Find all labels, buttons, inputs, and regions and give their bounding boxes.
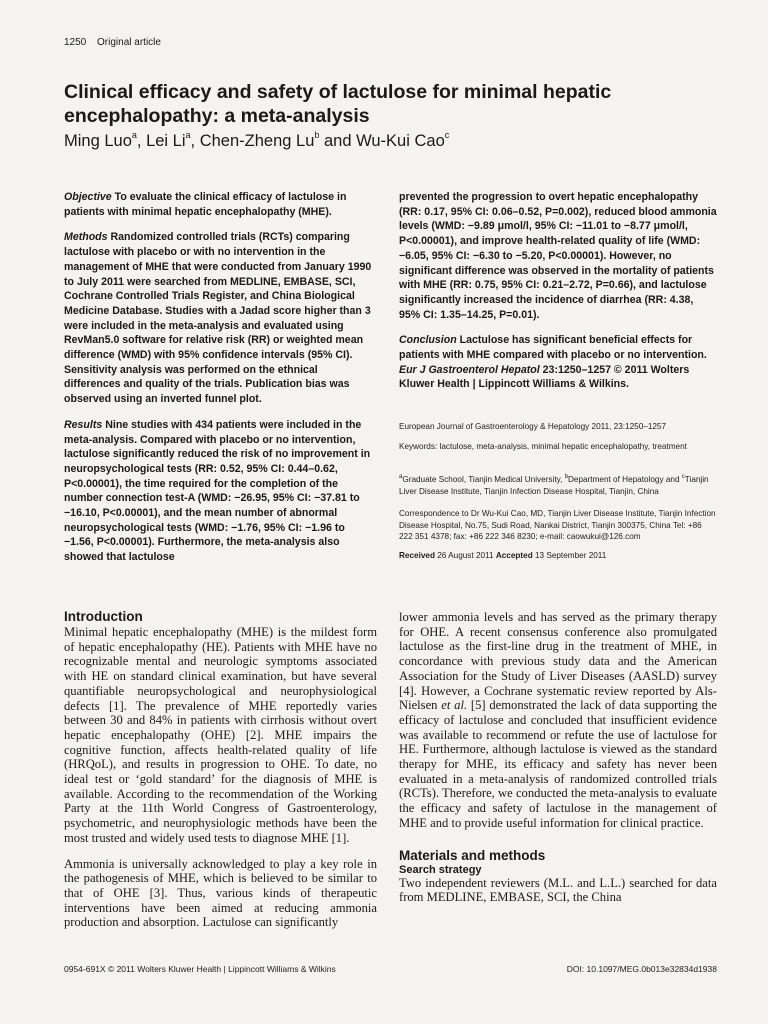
body-left-column xyxy=(64,609,377,930)
author-affiliation-mark: a xyxy=(185,130,191,140)
abstract-label: Conclusion xyxy=(399,334,457,347)
abstract-objective xyxy=(64,190,376,219)
abstract-results-continued: prevented the progression to overt hepatic encephalopathy (RR: 0.17, 95% CI: 0.06–0.52, P=0.002), reduced blood ammonia levels (WMD: −9.89 μmol/l, 95% CI: −11.01 to −8.77 μmol/l, P<0.00001), and improve health-related quality of life (WMD: −6.05, 95% CI: −6.30 to −5.20, P<0.00001). However, no significant difference was observed in the mortality of patients with MHE (RR: 0.75, 95% CI: 0.21–2.72, P=0.66), and lactulose significantly increased the incidence of diarrhea (RR: 4.38, 95% CI: 1.35–14.25, P=0.01). xyxy=(399,191,717,321)
abstract-text: Lactulose has significant beneficial effects for patients with MHE compared with placebo or no intervention. xyxy=(399,334,707,362)
affiliation-mark: b xyxy=(564,474,568,480)
section-heading: Introduction xyxy=(64,609,143,624)
affiliation-mark: a xyxy=(399,474,403,480)
body-text-italic: et al. xyxy=(441,698,468,713)
abstract-left-column xyxy=(64,190,376,576)
affiliation-text: Department of Hepatology and xyxy=(568,475,680,484)
running-header xyxy=(64,37,161,48)
abstract-text: To evaluate the clinical efficacy of lactulose in patients with minimal hepatic encephalopathy (MHE). xyxy=(64,191,347,218)
abstract-label: Methods xyxy=(64,231,108,244)
received-date: 26 August 2011 xyxy=(437,551,494,560)
journal-line: European Journal of Gastroenterology & Hepatology 2011, 23:1250–1257 xyxy=(399,422,667,431)
footer-copyright: 0954-691X © 2011 Wolters Kluwer Health | Lippincott Williams & Wilkins xyxy=(64,964,336,974)
author-name: Ming Luo xyxy=(64,132,132,150)
author-list: Ming Luo$^a$, Lei Li$^a$, Chen-Zheng Lu$^b$ and Wu-Kui Cao$^c$ xyxy=(64,130,450,150)
abstract-text: Randomized controlled trials (RCTs) comparing lactulose with placebo or with no intervention in the management of MHE that were conducted from January 1990 to July 2011 were searched from MEDLINE, EMBASE, SCI, Cochrane Controlled Trials Register, and China Biological Medicine Database. Studies with a Jadad score higher than 3 were included in the meta-analysis and evaluated using RevMan5.0 software for relative risk (RR) or weighted mean difference (WMD) with 95% confidence intervals (95% CI). Sensitivity analysis was performed on the ethnical differences and quality of the trials. Publication bias was observed using an inverted funnel plot. xyxy=(64,231,372,406)
page-number: 1250 xyxy=(64,37,87,48)
received-label: Received xyxy=(399,551,435,560)
citation-details: 23:1250–1257 © 2011 Wolters Kluwer Health | Lippincott Williams & Wilkins. xyxy=(399,363,690,391)
author-name: Lei Li xyxy=(146,132,186,150)
abstract-text: Nine studies with 434 patients were included in the meta-analysis. Compared with placebo or no intervention, lactulose significantly reduced the risk of no improvement in neuropsychological tests (RR: 0.52, 95% CI: 0.44–0.62, P<0.00001), the time required for the completion of the number connection test-A (WMD: −26.95, 95% CI: −37.81 to −16.10, P<0.00001), and the mean number of abnormal neuropsychological tests (WMD: −1.76, 95% CI: −1.96 to −1.56, P<0.00001). Furthermore, the meta-analysis also showed that lactulose xyxy=(64,418,371,564)
correspondence: Correspondence to Dr Wu-Kui Cao, MD, Tianjin Liver Disease Institute, Tianjin Infection Disease Hospital, No.75, Sudi Road, Nankai District, Tianjin 300375, China Tel: +86 222 351 4378; fax: +86 222 346 8230; e-mail: caowukui@126.com xyxy=(399,509,716,541)
abstract-label: Objective xyxy=(64,191,112,203)
abstract-label: Results xyxy=(64,418,103,431)
accepted-label: Accepted xyxy=(495,551,533,560)
author-affiliation-mark: a xyxy=(131,130,137,140)
body-text-span: [5] demonstrated the lack of data supporting the efficacy of lactulose and concluded that insufficient evidence was available to recommend or refute the use of lactulose for HE. Furthermore, although lactulose is viewed as the standard therapy for MHE, its efficacy and safety has never been evaluated in a meta-analysis of randomized controlled trials (RCTs). Therefore, we conducted the meta-analysis to evaluate the efficacy and safety of lactulose in the management of MHE and to provide useful information for clinical practice. xyxy=(399,698,718,830)
footer-doi: DOI: 10.1097/MEG.0b013e32834d1938 xyxy=(566,964,717,974)
author-name: Chen-Zheng Lu xyxy=(199,132,315,150)
article-title: Clinical efficacy and safety of lactulose for minimal hepatic encephalopathy: a meta-analysis xyxy=(64,81,612,127)
abstract-results xyxy=(64,418,376,565)
affiliation-text: Graduate School, Tianjin Medical University, xyxy=(402,475,563,484)
body-paragraph: Two independent reviewers (M.L. and L.L.) searched for data from MEDLINE, EMBASE, SCI, the China xyxy=(399,875,717,905)
body-right-column xyxy=(399,610,717,905)
accepted-date: 13 September 2011 xyxy=(534,551,607,560)
body-paragraph: Minimal hepatic encephalopathy (MHE) is the mildest form of hepatic encephalopathy (HE). Patients with MHE have no recognizable mental and neurologic symptoms associated with HE on standard clinical examination, but have several quantifiable neuropsychological and neurophysiological defects [1]. The prevalence of MHE reportedly varies between 30 and 84% in patients with cirrhosis without overt hepatic encephalopathy (OHE) [2]. MHE impairs the cognitive function, affects health-related quality of life (HRQoL), and results in progression to OHE. To date, no ideal test or ‘gold standard’ for the diagnosis of MHE is available. According to the recommendation of the Working Party at the 11th World Congress of Gastroenterology, psychometric, and neurophysiologic methods have been the most trusted and widely used tests to diagnose MHE [1]. xyxy=(64,625,377,845)
subsection-heading: Search strategy xyxy=(399,863,482,876)
abstract-conclusion xyxy=(399,333,717,392)
body-text-span: lower ammonia levels and has served as the primary therapy for OHE. A recent consensus conference also promulgated lactulose as the first-line drug in the treatment of MHE, in concordance with previous study data and the American Association for the Study of Liver Diseases (AASLD) survey [4]. However, a Cochrane systematic review reported by Als-Nielsen xyxy=(399,610,717,713)
affiliation-text: Tianjin Liver Disease Institute, Tianjin Infection Disease Hospital, Tianjin, China xyxy=(399,475,709,496)
body-paragraph xyxy=(399,610,717,831)
section-label: Original article xyxy=(97,37,161,48)
affiliations xyxy=(399,474,717,497)
abstract-right-column xyxy=(399,190,717,403)
author-affiliation-mark: b xyxy=(314,130,320,140)
author-affiliation-mark: c xyxy=(444,130,450,140)
body-paragraph: Ammonia is universally acknowledged to play a key role in the pathogenesis of MHE, which is believed to be similar to that of OHE [3]. Thus, various kinds of therapeutic interventions have been aimed at reducing ammonia production and absorption. Lactulose can significantly xyxy=(64,856,377,930)
section-heading: Materials and methods xyxy=(399,847,546,863)
author-name: Wu-Kui Cao xyxy=(356,132,445,150)
citation-journal: Eur J Gastroenterol Hepatol xyxy=(399,363,540,376)
affiliation-mark: c xyxy=(681,474,685,480)
keywords: Keywords: lactulose, meta-analysis, minimal hepatic encephalopathy, treatment xyxy=(399,442,687,451)
abstract-methods xyxy=(64,230,376,406)
article-dates xyxy=(399,550,717,562)
